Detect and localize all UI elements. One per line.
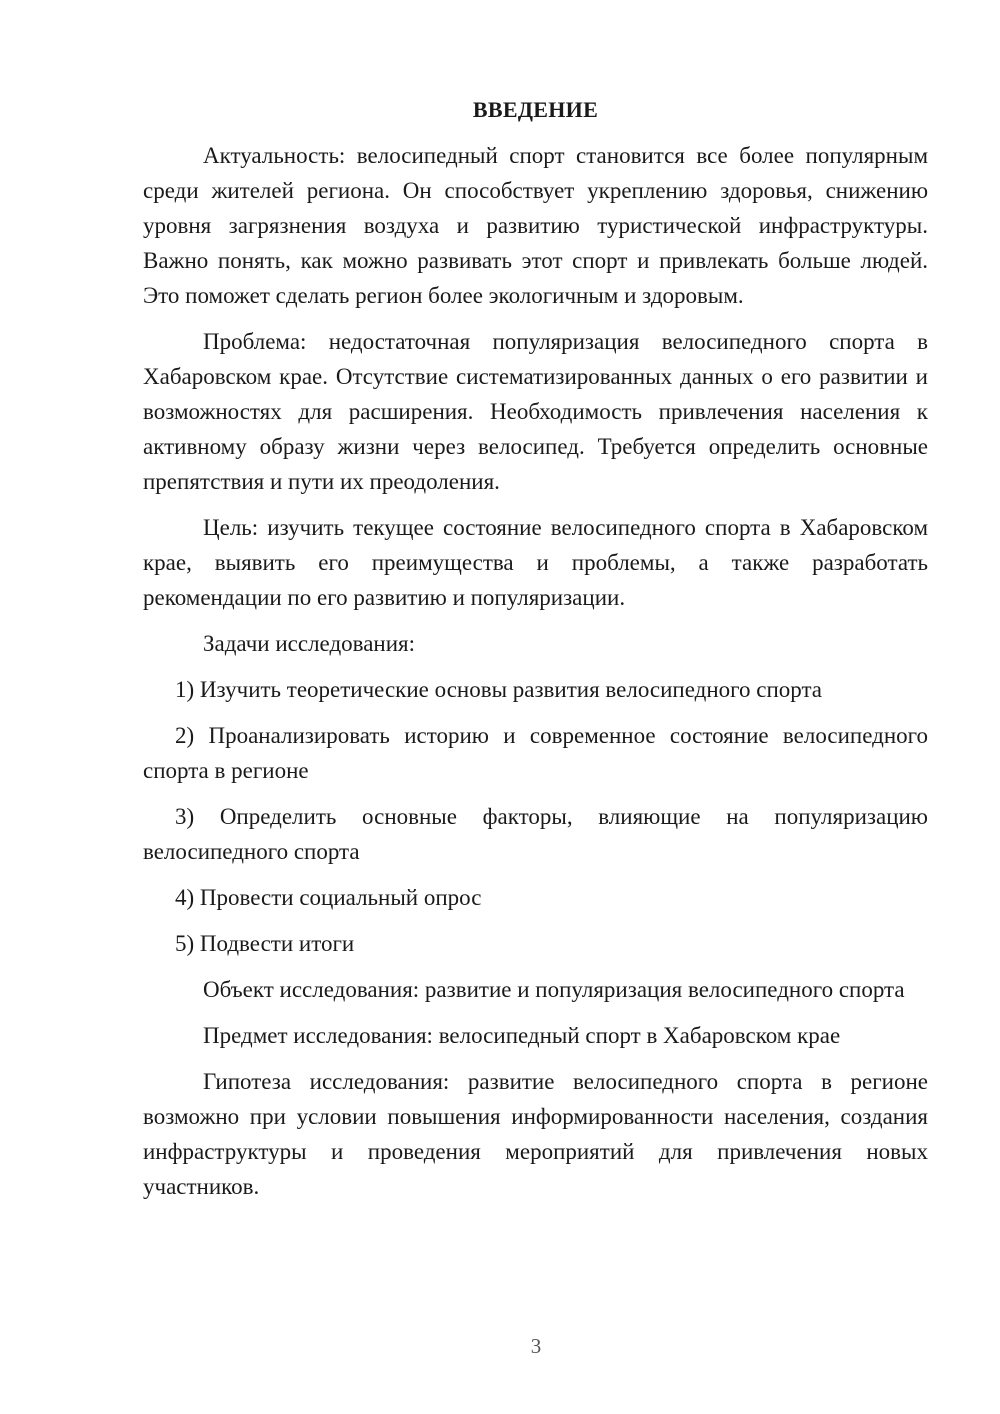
page-content [143, 92, 928, 1215]
subject-paragraph: Предмет исследования: велосипедный спорт в Хабаровском крае [203, 1023, 841, 1048]
task-item-5: 5) Подвести итоги [175, 931, 355, 956]
task-item-1: 1) Изучить теоретические основы развития велосипедного спорта [175, 677, 823, 702]
page-number: 3 [530, 1334, 542, 1358]
task-item-4: 4) Провести социальный опрос [175, 885, 482, 910]
goal-paragraph: Цель: изучить текущее состояние велосипедного спорта в Хабаровском крае, выявить его преимущества и проблемы, а также разработать рекомендации по его развитию и популяризации. [143, 515, 928, 610]
object-paragraph: Объект исследования: развитие и популяризация велосипедного спорта [203, 977, 905, 1002]
section-title: ВВЕДЕНИЕ [472, 97, 599, 122]
tasks-heading: Задачи исследования: [203, 631, 416, 656]
problem-paragraph: Проблема: недостаточная популяризация велосипедного спорта в Хабаровском крае. Отсутствие систематизированных данных о его развитии и возможностях для расширения. Необходимость привлечения населения к активному образу жизни через велосипед. Требуется определить основные препятствия и пути их преодоления. [143, 329, 928, 494]
hypothesis-paragraph: Гипотеза исследования: развитие велосипедного спорта в регионе возможно при условии повышения информированности населения, создания инфраструктуры и проведения мероприятий для привлечения новых участников. [143, 1069, 928, 1199]
relevance-paragraph: Актуальность: велосипедный спорт становится все более популярным среди жителей региона. Он способствует укреплению здоровья, снижению уровня загрязнения воздуха и развитию туристической инфраструктуры. Важно понять, как можно развивать этот спорт и привлекать больше людей. Это поможет сделать регион более экологичным и здоровым. [143, 143, 928, 308]
task-item-3: 3) Определить основные факторы, влияющие на популяризацию велосипедного спорта [143, 804, 928, 864]
task-item-2: 2) Проанализировать историю и современное состояние велосипедного спорта в регионе [143, 723, 928, 783]
